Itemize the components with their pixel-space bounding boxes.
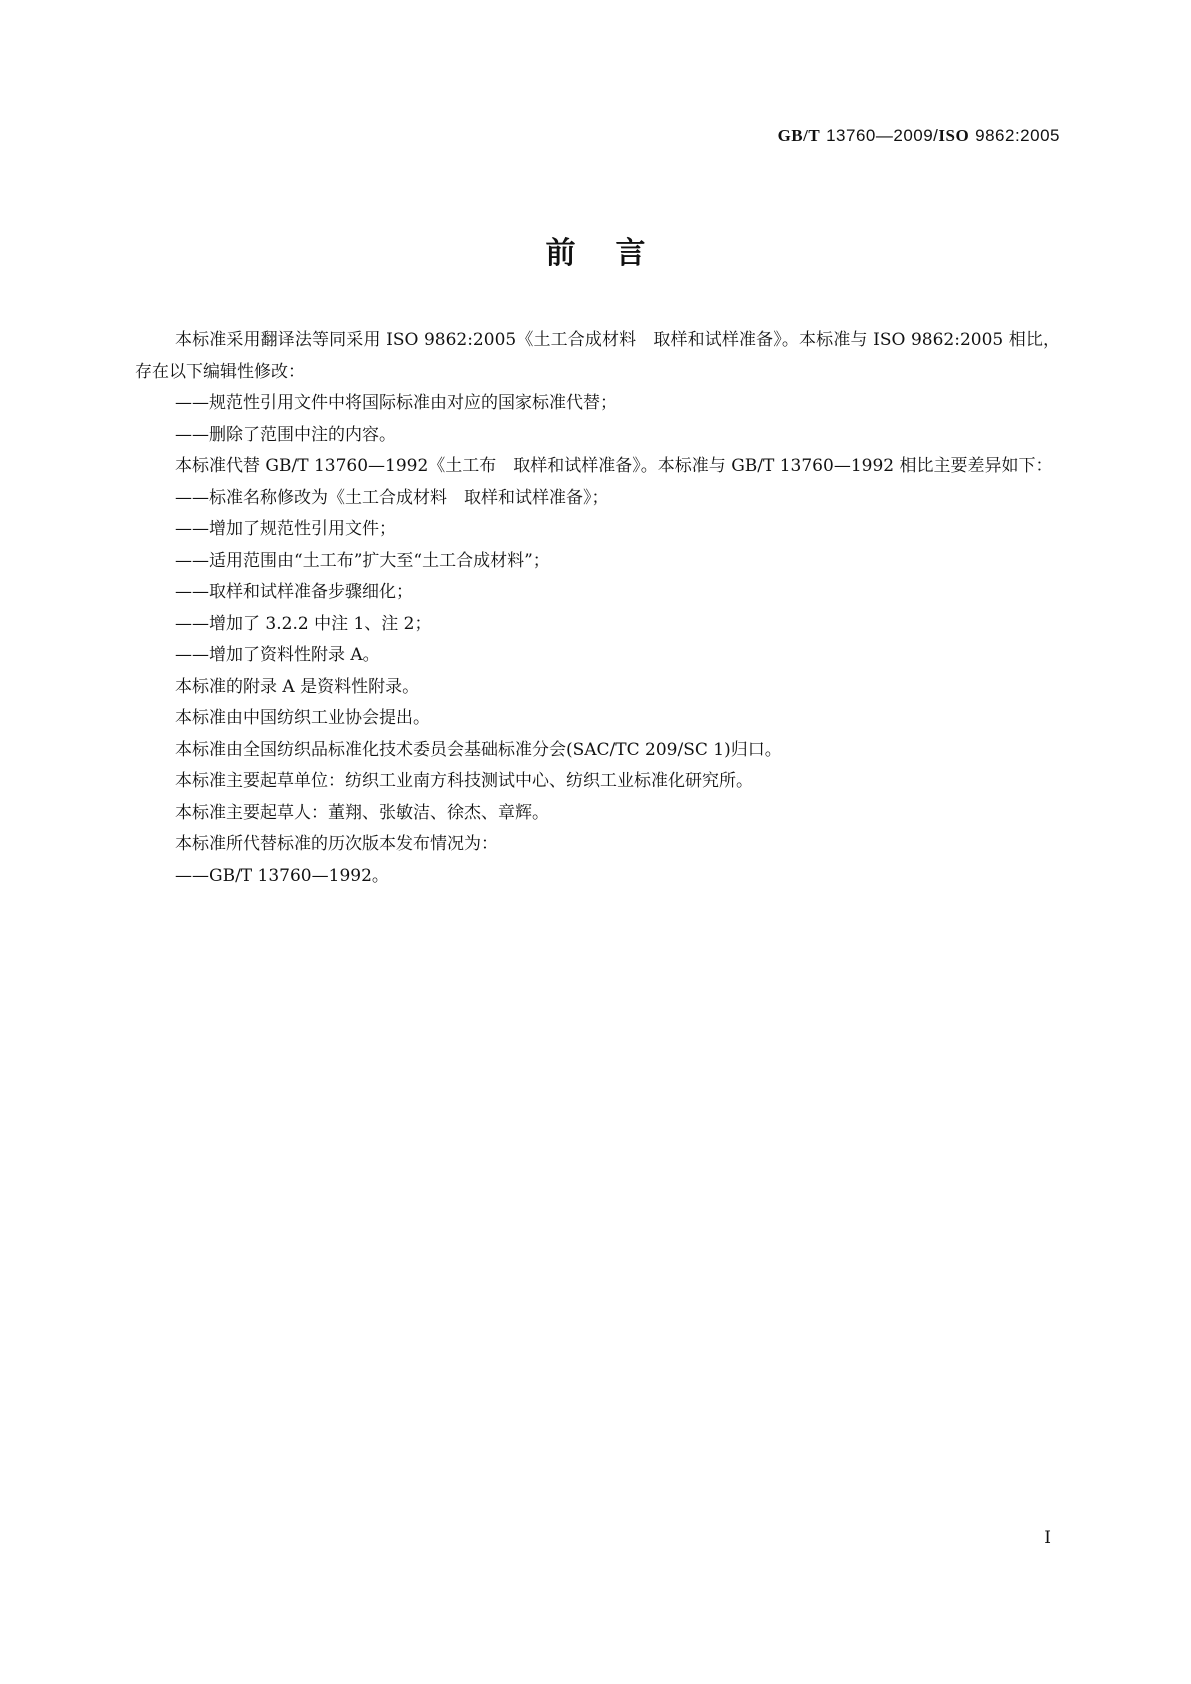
paragraph-drafting-units: 本标准主要起草单位：纺织工业南方科技测试中心、纺织工业标准化研究所。 [175, 771, 753, 791]
list-item: ——增加了 3.2.2 中注 1、注 2； [175, 613, 432, 634]
paragraph-proposer: 本标准由中国纺织工业协会提出。 [175, 708, 430, 728]
page-title: 前言 [545, 236, 686, 271]
list-item: ——增加了规范性引用文件； [175, 519, 396, 539]
paragraph-history: 本标准所代替标准的历次版本发布情况为： [175, 834, 498, 854]
iso-number: 9862:2005 [975, 126, 1060, 145]
page-number: I [1044, 1528, 1051, 1548]
list-item: ——删除了范围中注的内容。 [175, 424, 396, 445]
list-item: ——标准名称修改为《土工合成材料 取样和试样准备》； [175, 487, 609, 508]
paragraph-committee: 本标准由全国纺织品标准化技术委员会基础标准分会(SAC/TC 209/SC 1)归口。 [175, 739, 782, 760]
foreword-body [135, 325, 1060, 892]
iso-prefix: ISO [938, 126, 970, 145]
paragraph-annex: 本标准的附录 A 是资料性附录。 [175, 676, 420, 697]
list-item: ——规范性引用文件中将国际标准由对应的国家标准代替； [175, 393, 617, 413]
paragraph-replacement: 本标准代替 GB/T 13760—1992《土工布 取样和试样准备》。本标准与 GB/T 13760—1992 相比主要差异如下： [175, 456, 1053, 476]
paragraph-drafters: 本标准主要起草人：董翔、张敏洁、徐杰、章辉。 [175, 802, 549, 823]
list-item: ——取样和试样准备步骤细化； [175, 582, 413, 602]
list-item: ——适用范围由“土工布”扩大至“土工合成材料”； [175, 550, 550, 571]
gb-prefix: GB/T [777, 126, 821, 145]
paragraph-adoption: 本标准采用翻译法等同采用 ISO 9862:2005《土工合成材料 取样和试样准备》。本标准与 ISO 9862:2005 相比，存在以下编辑性修改： [135, 330, 1060, 382]
gb-number: 13760—2009/ [826, 126, 939, 145]
standard-code-header [778, 126, 1060, 146]
list-item: ——增加了资料性附录 A。 [175, 645, 380, 665]
list-item: ——GB/T 13760—1992。 [175, 865, 389, 886]
